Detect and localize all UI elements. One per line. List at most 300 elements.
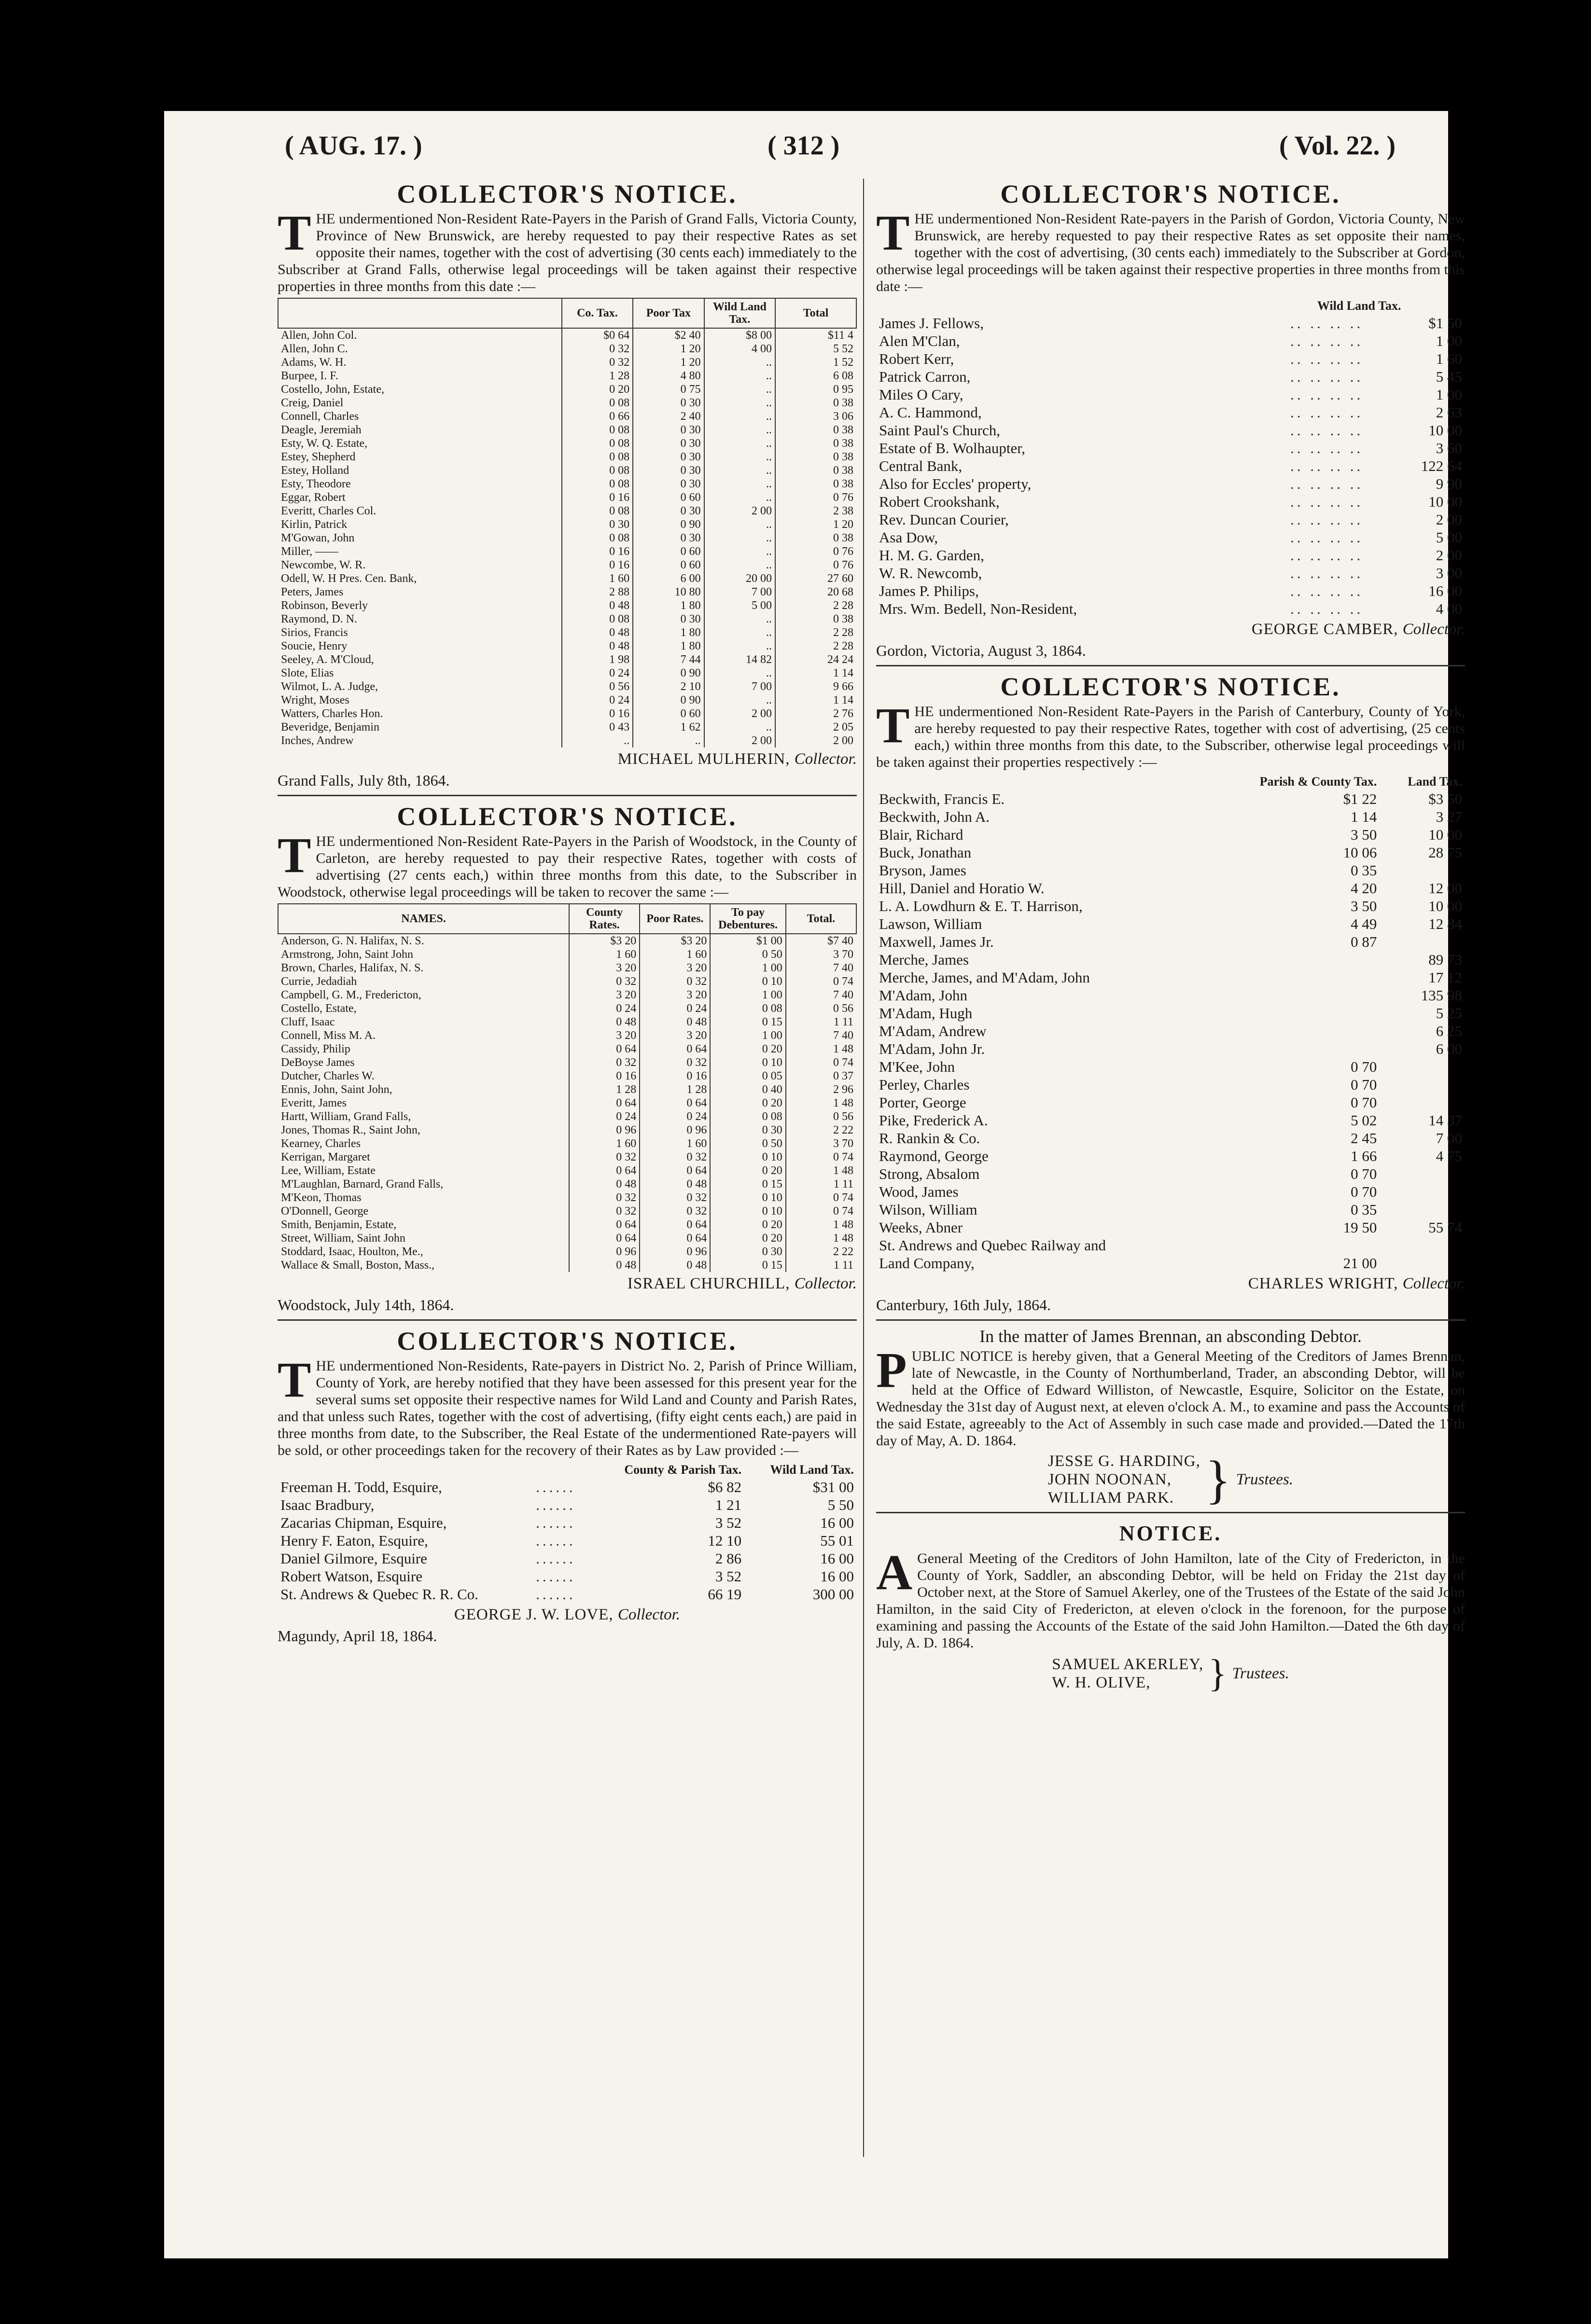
table-row xyxy=(876,546,1465,564)
tax-amount: 0 20 xyxy=(710,1096,785,1110)
tax-amount: 12 84 xyxy=(1428,915,1462,932)
tax-amount: 0 74 xyxy=(786,1204,856,1218)
taxpayer-name: Watters, Charles Hon. xyxy=(281,707,383,720)
taxpayer-name: Raymond, George xyxy=(879,1148,989,1164)
tax-amount: 4 49 xyxy=(1351,915,1377,932)
table-row xyxy=(876,1004,1465,1022)
tax-amount: 0 08 xyxy=(562,423,633,437)
taxpayer-name: Hill, Daniel and Horatio W. xyxy=(879,880,1045,897)
table-row xyxy=(876,457,1465,475)
leader-dots: ...... xyxy=(536,1479,576,1495)
tax-amount: 7 00 xyxy=(704,585,775,599)
trustee-names xyxy=(1048,1452,1200,1507)
collector-signature xyxy=(278,749,857,769)
table-header xyxy=(278,904,856,934)
tax-amount: 6 25 xyxy=(1436,1023,1462,1039)
leader-dots: .. .. .. .. xyxy=(1290,315,1364,332)
notice-body xyxy=(278,828,857,900)
newspaper-page xyxy=(164,111,1465,2258)
taxpayer-name: Maxwell, James Jr. xyxy=(879,933,994,950)
table-row xyxy=(876,1111,1465,1129)
tax-amount: 6 00 xyxy=(1436,1040,1462,1057)
taxpayer-name: Inches, Andrew xyxy=(281,734,354,747)
table-row xyxy=(278,934,856,948)
tax-amount: 7 00 xyxy=(704,680,775,693)
tax-amount: 0 60 xyxy=(633,558,704,572)
tax-amount: .. xyxy=(562,734,633,747)
notice-date: Woodstock, July 14th, 1864. xyxy=(278,1296,454,1314)
table-row xyxy=(876,844,1465,861)
notice-text: UBLIC NOTICE is hereby given, that a General Meeting of the Creditors of James Brennan, late of Newcastle, in the County of Northumberland, Trader, an absconding Debtor, will be held at the Office of Edward Williston, of Newcastle, Esquire, Solicitor on the Estate, on Wednesday the 31st day of August next, at eleven o'clock A. M., to examine and pass the Accounts of the said Estate, agreeably to the Act of Assembly in such case made and provided.—Dated the 17th day of May, A. D. 1864. xyxy=(876,1348,1465,1449)
notice-title: COLLECTOR'S NOTICE. xyxy=(1000,180,1341,208)
taxpayer-name: Pike, Frederick A. xyxy=(879,1112,988,1129)
table-row xyxy=(278,383,856,396)
tax-amount: 2 00 xyxy=(704,707,775,720)
tax-amount: 7 40 xyxy=(786,961,856,975)
tax-amount: 0 32 xyxy=(569,975,640,988)
tax-amount: 2 28 xyxy=(775,599,856,612)
tax-amount: 1 00 xyxy=(710,988,785,1002)
table-row xyxy=(278,1218,856,1231)
taxpayer-name: Armstrong, John, Saint John xyxy=(281,948,414,961)
tax-amount: 55 01 xyxy=(820,1532,854,1549)
tax-amount: 0 56 xyxy=(786,1002,856,1015)
tax-amount: .. xyxy=(704,396,775,410)
column-header: Poor Tax xyxy=(633,298,704,328)
tax-amount: 10 00 xyxy=(1428,493,1462,510)
tax-amount: 0 48 xyxy=(569,1015,640,1029)
woodstock-notice xyxy=(278,801,857,1314)
leader-dots: .. .. .. .. xyxy=(1290,350,1364,367)
taxpayer-name: Connell, Charles xyxy=(281,410,359,423)
taxpayer-name: DeBoyse James xyxy=(281,1056,355,1069)
taxpayer-name: O'Donnell, George xyxy=(281,1205,369,1217)
signature-role: Collector. xyxy=(794,1275,857,1292)
tax-amount: 135 98 xyxy=(1421,987,1462,1004)
taxpayer-name: Mrs. Wm. Bedell, Non-Resident, xyxy=(879,600,1077,617)
taxpayer-name: Wallace & Small, Boston, Mass., xyxy=(281,1259,435,1272)
tax-amount: .. xyxy=(704,720,775,734)
notice-date: Gordon, Victoria, August 3, 1864. xyxy=(876,642,1086,659)
tax-amount xyxy=(1380,1236,1465,1254)
tax-amount: 0 24 xyxy=(569,1002,640,1015)
taxpayer-name: Seeley, A. M'Cloud, xyxy=(281,653,374,666)
tax-amount: 0 38 xyxy=(775,531,856,545)
notice-title: COLLECTOR'S NOTICE. xyxy=(397,802,738,831)
tax-amount: 0 48 xyxy=(640,1177,710,1191)
table-row xyxy=(278,626,856,639)
tax-amount: 7 40 xyxy=(786,988,856,1002)
tax-amount: 0 08 xyxy=(562,531,633,545)
taxpayer-name: Everitt, Charles Col. xyxy=(281,505,377,517)
tax-amount: $3 50 xyxy=(1428,790,1462,807)
tax-amount: 122 64 xyxy=(1421,457,1462,474)
leader-dots: .. .. .. .. xyxy=(1290,475,1364,492)
tax-amount: 3 20 xyxy=(569,961,640,975)
tax-amount: 0 37 xyxy=(786,1069,856,1083)
tax-amount: $8 00 xyxy=(704,328,775,342)
tax-amount xyxy=(1206,1004,1380,1022)
notice-date: Grand Falls, July 8th, 1864. xyxy=(278,772,450,789)
taxpayer-name: Robert Kerr, xyxy=(879,350,954,367)
taxpayer-name: Slote, Elias xyxy=(281,667,334,679)
taxpayer-name: Land Company, xyxy=(879,1255,975,1272)
tax-amount: 1 62 xyxy=(633,720,704,734)
taxpayer-name: St. Andrews and Quebec Railway and xyxy=(879,1237,1106,1254)
tax-amount: 0 60 xyxy=(633,545,704,558)
taxpayer-name: Robinson, Beverly xyxy=(281,599,368,612)
tax-amount: 1 00 xyxy=(710,961,785,975)
trustees-block xyxy=(876,1452,1465,1507)
tax-amount xyxy=(1380,1165,1465,1183)
leader-dots: .. .. .. .. xyxy=(1290,547,1364,564)
table-row xyxy=(278,518,856,531)
tax-amount: 5 25 xyxy=(1436,1005,1462,1022)
taxpayer-name: Ennis, John, Saint John, xyxy=(281,1083,392,1096)
tax-amount xyxy=(1206,986,1380,1004)
tax-amount: 1 60 xyxy=(569,948,640,961)
tax-amount: $0 64 xyxy=(562,328,633,342)
tax-amount: .. xyxy=(704,423,775,437)
leader-dots: .. .. .. .. xyxy=(1290,565,1364,581)
table-row xyxy=(278,410,856,423)
taxpayer-name: Miller, —— xyxy=(281,545,339,558)
taxpayer-name: Saint Paul's Church, xyxy=(879,422,1000,439)
leader-dots: .. .. .. .. xyxy=(1290,440,1364,456)
tax-amount: 0 64 xyxy=(640,1164,710,1177)
taxpayer-name: Lee, William, Estate xyxy=(281,1164,376,1177)
signature-role: Collector. xyxy=(1402,1275,1465,1292)
tax-amount: 0 60 xyxy=(633,491,704,504)
tax-amount: 0 70 xyxy=(1351,1076,1377,1093)
tax-amount: 2 22 xyxy=(786,1245,856,1259)
table-row xyxy=(876,439,1465,457)
tax-amount: 0 90 xyxy=(633,693,704,707)
table-row xyxy=(278,342,856,356)
table-row xyxy=(278,464,856,477)
tax-amount: .. xyxy=(704,369,775,383)
tax-amount xyxy=(1206,1040,1380,1058)
taxpayer-name: Dutcher, Charles W. xyxy=(281,1070,375,1082)
tax-amount: 2 63 xyxy=(1436,404,1462,421)
tax-amount: 0 70 xyxy=(1351,1094,1377,1111)
tax-amount: 0 08 xyxy=(562,612,633,626)
table-row xyxy=(278,450,856,464)
tax-amount: 0 08 xyxy=(710,1002,785,1015)
leader-dots: .. .. .. .. xyxy=(1290,457,1364,474)
tax-amount: .. xyxy=(704,383,775,396)
tax-amount: 17 12 xyxy=(1428,969,1462,986)
taxpayer-name: M'Laughlan, Barnard, Grand Falls, xyxy=(281,1178,444,1190)
taxpayer-name: Estey, Holland xyxy=(281,464,349,477)
tax-amount: 0 90 xyxy=(633,666,704,680)
table-row xyxy=(876,1218,1465,1236)
table-row xyxy=(876,314,1465,332)
tax-amount: 0 56 xyxy=(786,1110,856,1123)
prince-william-table xyxy=(278,1462,857,1603)
tax-amount: 4 75 xyxy=(1436,1148,1462,1164)
tax-amount xyxy=(1206,968,1380,986)
woodstock-table xyxy=(278,903,857,1272)
tax-amount: 0 32 xyxy=(569,1191,640,1204)
table-row xyxy=(876,968,1465,986)
tax-amount: 0 48 xyxy=(640,1015,710,1029)
tax-amount: 10 00 xyxy=(1428,422,1462,439)
tax-amount: 10 00 xyxy=(1428,898,1462,914)
tax-amount: 0 87 xyxy=(1351,933,1377,950)
tax-amount: 12 10 xyxy=(708,1532,742,1549)
table-row xyxy=(278,1137,856,1150)
tax-amount: 0 30 xyxy=(633,450,704,464)
tax-amount: 0 90 xyxy=(633,518,704,531)
tax-amount: 0 48 xyxy=(562,626,633,639)
tax-amount: 2 00 xyxy=(704,504,775,518)
rule xyxy=(876,1319,1465,1321)
tax-amount: 28 75 xyxy=(1428,844,1462,861)
tax-amount: 7 44 xyxy=(633,653,704,666)
tax-amount: 5 45 xyxy=(1436,368,1462,385)
tax-amount: 3 20 xyxy=(640,961,710,975)
leader-dots: .. .. .. .. xyxy=(1290,422,1364,439)
taxpayer-name: Miles O Cary, xyxy=(879,386,963,403)
tax-amount: 0 15 xyxy=(710,1259,785,1272)
column-header: Wild Land Tax. xyxy=(704,298,775,328)
table-row xyxy=(876,1093,1465,1111)
table-row xyxy=(278,356,856,369)
taxpayer-name: Wood, James xyxy=(879,1183,959,1200)
notice-body xyxy=(876,698,1465,771)
collector-signature xyxy=(278,1274,857,1293)
tax-amount: 0 20 xyxy=(710,1042,785,1056)
column-header: Wild Land Tax. xyxy=(1317,299,1401,313)
tax-amount: $1 50 xyxy=(1428,315,1462,332)
notice-text: HE undermentioned Non-Resident Rate-Payers in the Parish of Canterbury, County of York, are hereby requested to pay their respective Rates, together with cost of advertising, (25 cents each,) within three months from this date, to the Subscriber, otherwise legal proceedings will be taken against their properties respectively :— xyxy=(876,704,1465,770)
table-row xyxy=(876,421,1465,439)
trustee-names xyxy=(1052,1655,1203,1692)
table-row xyxy=(876,493,1465,511)
trustee-name: JESSE G. HARDING, xyxy=(1048,1452,1200,1470)
taxpayer-name: Hartt, William, Grand Falls, xyxy=(281,1110,411,1123)
tax-amount: .. xyxy=(704,626,775,639)
tax-amount xyxy=(1380,1076,1465,1093)
tax-amount: 2 00 xyxy=(1436,547,1462,564)
tax-amount: 0 24 xyxy=(569,1110,640,1123)
table-row xyxy=(278,975,856,988)
column-header: Total xyxy=(775,298,856,328)
tax-amount: 1 00 xyxy=(1436,386,1462,403)
table-row xyxy=(278,707,856,720)
taxpayer-name: Jones, Thomas R., Saint John, xyxy=(281,1124,420,1136)
leader-dots: ...... xyxy=(536,1496,576,1513)
tax-amount: 0 08 xyxy=(562,504,633,518)
table-row xyxy=(278,1478,857,1496)
tax-amount: 89 73 xyxy=(1428,951,1462,968)
tax-amount: 6 00 xyxy=(633,572,704,585)
tax-amount: 3 27 xyxy=(1436,808,1462,825)
tax-amount: 20 68 xyxy=(775,585,856,599)
notice-body xyxy=(278,1352,857,1459)
tax-amount: 1 48 xyxy=(786,1218,856,1231)
tax-amount: .. xyxy=(704,356,775,369)
tax-amount: 0 20 xyxy=(710,1164,785,1177)
table-header xyxy=(876,774,1465,790)
tax-amount: 0 08 xyxy=(562,464,633,477)
tax-amount: 5 00 xyxy=(1436,529,1462,546)
tax-amount: 0 56 xyxy=(562,680,633,693)
signature-name: GEORGE CAMBER, xyxy=(1251,621,1398,638)
tax-amount: 0 38 xyxy=(775,612,856,626)
tax-amount: 1 60 xyxy=(640,1137,710,1150)
table-row xyxy=(876,1165,1465,1183)
table-row xyxy=(876,1147,1465,1165)
leader-dots: .. .. .. .. xyxy=(1290,368,1364,385)
tax-amount: 0 70 xyxy=(1351,1058,1377,1075)
tax-amount: 0 40 xyxy=(710,1083,785,1096)
tax-amount: 0 24 xyxy=(562,666,633,680)
table-row xyxy=(876,879,1465,897)
table-row xyxy=(876,1254,1465,1272)
taxpayer-name: Daniel Gilmore, Esquire xyxy=(280,1550,427,1567)
tax-amount: 2 28 xyxy=(775,626,856,639)
tax-amount: 1 60 xyxy=(1436,350,1462,367)
table-row xyxy=(876,1129,1465,1147)
taxpayer-name: Freeman H. Todd, Esquire, xyxy=(280,1479,442,1495)
brace-icon: } xyxy=(1205,1450,1231,1509)
column-header: Parish & County Tax. xyxy=(1259,775,1377,788)
table-row xyxy=(278,948,856,961)
table-row xyxy=(876,350,1465,368)
leader-dots: .. .. .. .. xyxy=(1290,529,1364,546)
tax-amount: 0 96 xyxy=(569,1245,640,1259)
taxpayer-name: Wilson, William xyxy=(879,1201,977,1218)
table-row xyxy=(278,1549,857,1567)
tax-amount xyxy=(1206,1236,1380,1254)
taxpayer-name: Allen, John C. xyxy=(281,343,348,355)
taxpayer-name: Costello, John, Estate, xyxy=(281,383,384,396)
tax-amount: .. xyxy=(704,491,775,504)
tax-amount: 27 60 xyxy=(775,572,856,585)
tax-amount: 0 30 xyxy=(562,518,633,531)
table-row xyxy=(278,666,856,680)
tax-amount: 0 38 xyxy=(775,464,856,477)
tax-amount: $3 20 xyxy=(569,934,640,948)
table-row xyxy=(278,1029,856,1042)
tax-amount: 3 20 xyxy=(640,988,710,1002)
drop-cap: P xyxy=(876,1342,907,1398)
tax-amount: .. xyxy=(704,666,775,680)
tax-amount: 0 38 xyxy=(775,423,856,437)
taxpayer-name: Odell, W. H Pres. Cen. Bank, xyxy=(281,572,417,585)
leader-dots: .. .. .. .. xyxy=(1290,332,1364,349)
tax-amount xyxy=(1380,1201,1465,1218)
table-row xyxy=(278,1083,856,1096)
canterbury-notice xyxy=(876,671,1465,1314)
tax-amount: .. xyxy=(704,410,775,423)
tax-amount: 0 08 xyxy=(562,477,633,491)
tax-amount: 0 10 xyxy=(710,975,785,988)
signature-role: Collector. xyxy=(617,1606,681,1623)
table-row xyxy=(876,528,1465,546)
rule xyxy=(278,795,857,796)
grand-falls-notice xyxy=(278,179,857,790)
tax-amount: 1 66 xyxy=(1351,1148,1377,1164)
tax-amount: 0 64 xyxy=(569,1042,640,1056)
tax-amount: .. xyxy=(704,531,775,545)
tax-amount: $11 4 xyxy=(775,328,856,342)
taxpayer-name: Rev. Duncan Courier, xyxy=(879,511,1009,528)
tax-amount: 0 30 xyxy=(633,612,704,626)
tax-amount: 0 30 xyxy=(633,531,704,545)
signature-name: CHARLES WRIGHT, xyxy=(1248,1275,1398,1292)
tax-amount: 2 00 xyxy=(775,734,856,747)
taxpayer-name: Deagle, Jeremiah xyxy=(281,424,362,436)
tax-amount: 0 64 xyxy=(569,1096,640,1110)
tax-amount: 0 70 xyxy=(1351,1165,1377,1182)
table-row xyxy=(278,961,856,975)
tax-amount: 0 74 xyxy=(786,1191,856,1204)
table-row xyxy=(278,545,856,558)
tax-amount: 0 10 xyxy=(710,1150,785,1164)
table-row xyxy=(278,423,856,437)
tax-amount: 1 11 xyxy=(786,1015,856,1029)
tax-amount: 1 52 xyxy=(775,356,856,369)
tax-amount: 0 60 xyxy=(633,707,704,720)
tax-amount: 21 00 xyxy=(1343,1255,1377,1272)
tax-amount: 0 30 xyxy=(633,504,704,518)
table-row xyxy=(278,1567,857,1585)
tax-amount: 0 32 xyxy=(640,975,710,988)
canterbury-table xyxy=(876,774,1465,1272)
tax-amount: 0 32 xyxy=(569,1150,640,1164)
leader-dots: .. .. .. .. xyxy=(1290,511,1364,528)
table-row xyxy=(278,585,856,599)
tax-amount: .. xyxy=(704,450,775,464)
tax-amount: 2 96 xyxy=(786,1083,856,1096)
taxpayer-name: M'Adam, John xyxy=(879,987,967,1004)
taxpayer-name: Kearney, Charles xyxy=(281,1137,361,1150)
table-row xyxy=(278,1015,856,1029)
table-row xyxy=(876,368,1465,386)
taxpayer-name: James P. Philips, xyxy=(879,582,979,599)
taxpayer-name: Esty, Theodore xyxy=(281,478,351,490)
taxpayer-name: Costello, Estate, xyxy=(281,1002,357,1015)
tax-amount: 0 15 xyxy=(710,1177,785,1191)
taxpayer-name: Currie, Jedadiah xyxy=(281,975,357,988)
drop-cap: T xyxy=(876,698,910,753)
signature-name: MICHAEL MULHERIN, xyxy=(617,750,790,768)
table-row xyxy=(278,1110,856,1123)
drop-cap: T xyxy=(278,1352,311,1408)
taxpayer-name: Creig, Daniel xyxy=(281,397,344,409)
tax-amount: 9 90 xyxy=(1436,475,1462,492)
tax-amount: 0 38 xyxy=(775,450,856,464)
taxpayer-name: Adams, W. H. xyxy=(281,356,347,369)
taxpayer-name: Campbell, G. M., Fredericton, xyxy=(281,989,421,1001)
table-row xyxy=(876,790,1465,808)
notice-heading: In the matter of James Brennan, an absconding Debtor. xyxy=(979,1327,1362,1346)
tax-amount: 0 64 xyxy=(569,1164,640,1177)
taxpayer-name: Isaac Bradbury, xyxy=(280,1496,375,1513)
taxpayer-name: Newcombe, W. R. xyxy=(281,559,366,571)
table-row xyxy=(278,693,856,707)
tax-amount: 0 16 xyxy=(569,1069,640,1083)
tax-amount: $1 00 xyxy=(710,934,785,948)
table-row xyxy=(278,988,856,1002)
table-row xyxy=(278,531,856,545)
tax-amount: 0 70 xyxy=(1351,1183,1377,1200)
tax-amount: 10 06 xyxy=(1343,844,1377,861)
column-header: Wild Land Tax. xyxy=(770,1463,854,1477)
